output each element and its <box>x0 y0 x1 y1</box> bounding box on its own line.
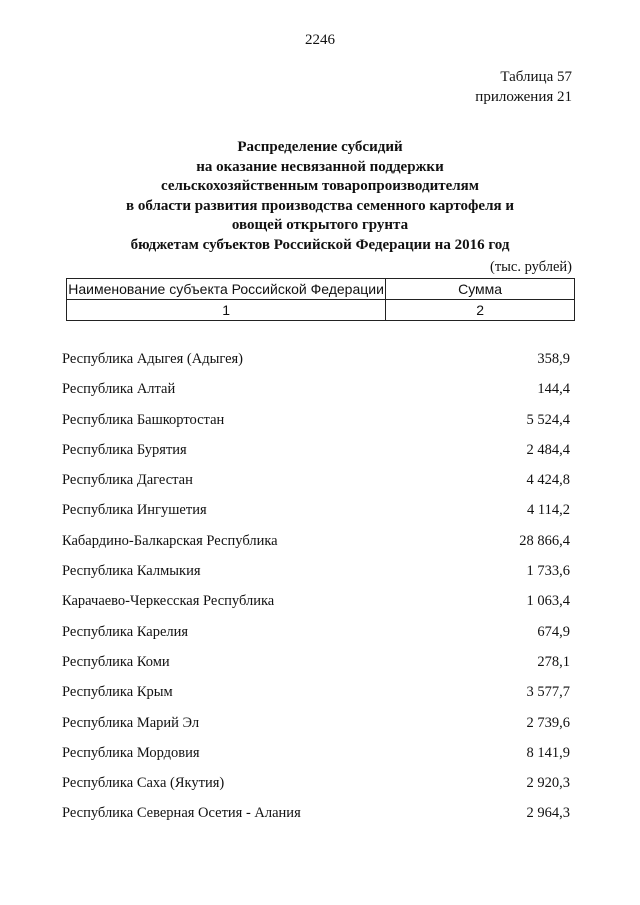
region-amount: 2 964,3 <box>526 805 570 822</box>
region-amount: 1 733,6 <box>526 563 570 580</box>
region-amount: 674,9 <box>537 623 570 640</box>
region-name: Республика Коми <box>62 653 170 670</box>
table-reference <box>475 67 572 107</box>
region-name: Республика Калмыкия <box>62 563 201 580</box>
region-name: Республика Марий Эл <box>62 714 200 731</box>
title-line: Распределение субсидий <box>237 139 403 155</box>
table-row <box>62 526 570 556</box>
region-name: Республика Бурятия <box>62 441 187 458</box>
table-row <box>62 374 570 404</box>
table-row <box>62 405 570 435</box>
title-line: в области развития производства семенного картофеля и <box>125 197 515 214</box>
table-row <box>62 798 570 828</box>
header-number-row <box>67 300 575 321</box>
region-name: Республика Башкортостан <box>62 411 225 428</box>
region-name: Республика Карелия <box>62 623 189 640</box>
region-amount: 278,1 <box>537 653 570 670</box>
region-amount: 1 063,4 <box>526 593 570 610</box>
region-name: Кабардино-Балкарская Республика <box>62 532 278 549</box>
table-row <box>62 708 570 738</box>
table-row <box>62 556 570 586</box>
title-line: бюджетам субъектов Российской Федерации на 2016 год <box>130 236 510 253</box>
header-name-column: Наименование субъекта Российской Федерации <box>67 279 386 300</box>
region-amount: 5 524,4 <box>526 411 570 428</box>
table-header <box>66 278 575 321</box>
region-name: Республика Адыгея (Адыгея) <box>62 351 244 367</box>
region-name: Республика Крым <box>62 684 173 701</box>
table-row <box>62 344 570 374</box>
data-rows <box>62 344 570 829</box>
region-amount: 2 484,4 <box>526 441 570 458</box>
table-row <box>62 586 570 616</box>
region-name: Республика Саха (Якутия) <box>62 775 225 792</box>
page-number: 2246 <box>305 32 335 48</box>
region-amount: 28 866,4 <box>519 532 570 549</box>
region-name: Республика Северная Осетия - Алания <box>62 805 301 822</box>
region-name: Республика Мордовия <box>62 744 200 761</box>
region-amount: 358,9 <box>537 351 570 367</box>
region-amount: 4 424,8 <box>526 472 570 489</box>
header-col-number-1: 1 <box>67 300 386 321</box>
table-row <box>62 647 570 677</box>
title-line: на оказание несвязанной поддержки <box>196 158 444 175</box>
region-amount: 2 920,3 <box>526 775 570 792</box>
region-amount: 4 114,2 <box>527 502 570 519</box>
region-name: Республика Ингушетия <box>62 502 207 519</box>
region-name: Карачаево-Черкесская Республика <box>62 593 275 610</box>
region-name: Республика Дагестан <box>62 472 193 489</box>
appendix-number: приложения 21 <box>475 89 572 105</box>
header-amount-column: Сумма <box>386 279 575 300</box>
region-amount: 144,4 <box>537 381 570 398</box>
table-row <box>62 465 570 495</box>
unit-label: (тыс. рублей) <box>490 259 572 275</box>
header-col-number-2: 2 <box>386 300 575 321</box>
region-amount: 2 739,6 <box>526 714 570 731</box>
title-line: сельскохозяйственным товаропроизводителям <box>160 178 479 194</box>
document-title <box>60 138 580 255</box>
table-row <box>62 495 570 525</box>
table-row <box>62 617 570 647</box>
header-row <box>67 279 575 300</box>
table-row <box>62 738 570 768</box>
table-row <box>62 435 570 465</box>
title-line: овощей открытого грунта <box>231 217 409 233</box>
table-number: Таблица 57 <box>500 69 572 85</box>
region-amount: 8 141,9 <box>526 744 570 761</box>
region-amount: 3 577,7 <box>526 684 570 701</box>
table-row <box>62 768 570 798</box>
table-row <box>62 677 570 707</box>
region-name: Республика Алтай <box>62 381 176 398</box>
